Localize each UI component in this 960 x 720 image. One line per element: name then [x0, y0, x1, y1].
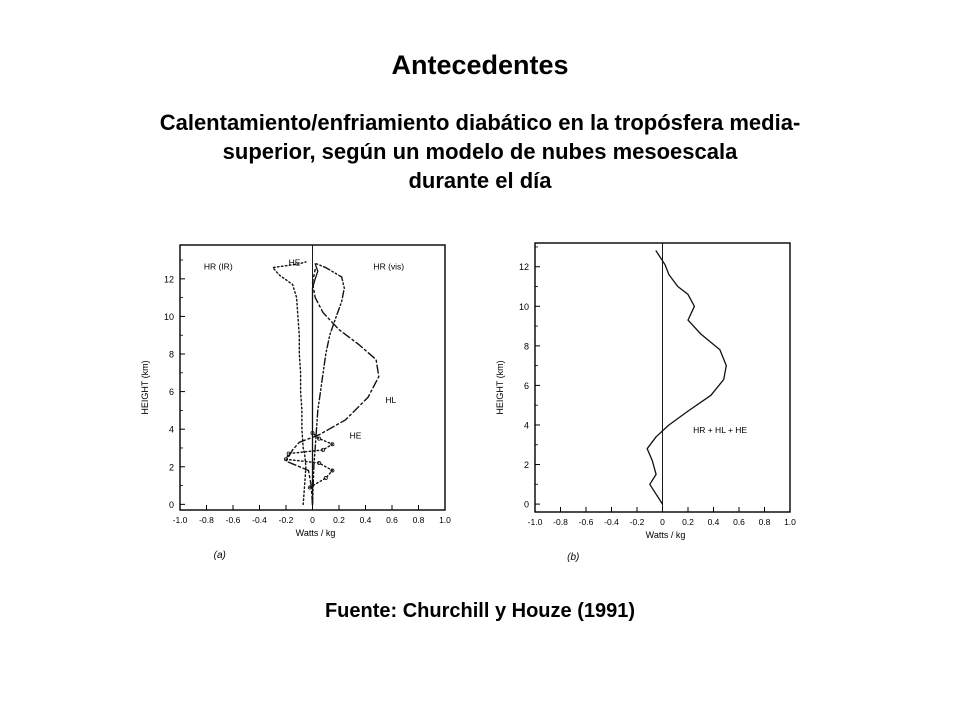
subtitle-line-2: superior, según un modelo de nubes mesoescala: [222, 139, 738, 164]
panel-label: (b): [567, 552, 580, 563]
y-axis-label: HEIGHT (km): [140, 360, 150, 415]
x-tick-label: -1.0: [527, 517, 543, 527]
y-tick-label: 6: [168, 387, 174, 398]
y-tick-label: 4: [168, 424, 174, 435]
x-tick-label: 1.0: [784, 517, 796, 527]
page-subtitle: [40, 108, 920, 195]
page-title: Antecedentes: [391, 50, 569, 80]
x-tick-label: 0: [660, 517, 665, 527]
x-tick-label: -0.4: [252, 515, 267, 525]
y-tick-label: 8: [523, 341, 529, 352]
x-tick-label: -0.6: [578, 517, 594, 527]
panel-label: (a): [213, 550, 226, 561]
x-tick-label: 1.0: [439, 515, 451, 525]
x-axis-label: Watts / kg: [645, 530, 686, 540]
x-tick-label: 0.4: [707, 517, 720, 527]
x-tick-label: 0.4: [359, 515, 372, 525]
series-line-hr-hl-he: [647, 251, 726, 504]
x-tick-label: 0.2: [333, 515, 345, 525]
series-annotation: HL: [385, 394, 397, 405]
chart-b: [485, 235, 815, 575]
x-tick-label: 0.2: [682, 517, 694, 527]
x-tick-label: 0.8: [758, 517, 771, 527]
y-tick-label: 10: [518, 301, 529, 312]
x-tick-label: -0.2: [629, 517, 645, 527]
source-citation: Fuente: Churchill y Houze (1991): [324, 600, 636, 622]
x-tick-label: 0.8: [412, 515, 425, 525]
series-annotation: HR (vis): [373, 261, 405, 272]
y-tick-label: 4: [523, 420, 529, 431]
x-axis-label: Watts / kg: [295, 528, 336, 538]
y-tick-label: 0: [523, 499, 529, 510]
subtitle-line-1: Calentamiento/enfriamiento diabático en la tropósfera media-: [159, 110, 801, 135]
x-tick-label: -0.6: [225, 515, 241, 525]
y-tick-label: 2: [523, 460, 529, 471]
series-annotation: HE: [349, 430, 362, 441]
series-line-hr-ir: [273, 262, 306, 505]
x-tick-label: -0.4: [604, 517, 619, 527]
x-tick-label: -1.0: [172, 515, 188, 525]
series-annotation: HR (IR): [203, 261, 233, 272]
y-tick-label: 8: [168, 349, 174, 360]
x-tick-label: 0: [310, 515, 315, 525]
y-tick-label: 2: [168, 462, 174, 473]
y-tick-label: 12: [163, 274, 174, 285]
y-tick-label: 12: [518, 262, 529, 273]
x-tick-label: 0.6: [733, 517, 745, 527]
series-annotation: HE: [288, 257, 301, 268]
y-axis-label: HEIGHT (km): [495, 360, 505, 415]
y-tick-label: 6: [523, 380, 529, 391]
y-tick-label: 0: [168, 499, 174, 510]
x-tick-label: -0.8: [199, 515, 214, 525]
x-tick-label: -0.2: [278, 515, 294, 525]
x-tick-label: 0.6: [386, 515, 398, 525]
subtitle-line-3: durante el día: [408, 168, 552, 193]
x-tick-label: -0.8: [553, 517, 568, 527]
y-tick-label: 10: [163, 311, 174, 322]
chart-a: [130, 235, 460, 575]
series-annotation: HR + HL + HE: [693, 424, 748, 435]
